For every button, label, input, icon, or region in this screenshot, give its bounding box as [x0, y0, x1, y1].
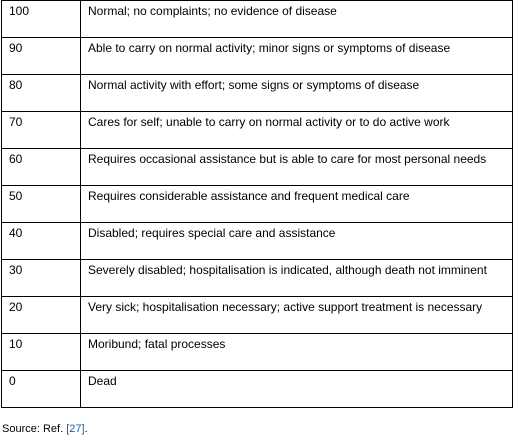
score-cell: [2, 371, 81, 408]
score-value: 0: [9, 374, 16, 388]
description-text: Disabled; requires special care and assistance: [88, 226, 336, 240]
score-cell: [2, 297, 81, 334]
score-value: 20: [9, 300, 23, 314]
description-text: Moribund; fatal processes: [88, 337, 226, 351]
description-cell: [81, 149, 513, 186]
table-row: [2, 223, 513, 260]
score-value: 60: [9, 152, 23, 166]
description-text: Normal activity with effort; some signs or symptoms of disease: [88, 78, 420, 92]
score-table: [1, 0, 513, 408]
description-text: Able to carry on normal activity; minor signs or symptoms of disease: [88, 41, 451, 55]
table-row: [2, 1, 513, 38]
source-prefix: Source: Ref.: [2, 423, 67, 435]
score-value: 30: [9, 263, 23, 277]
table-row: [2, 260, 513, 297]
table-row: [2, 297, 513, 334]
score-value: 70: [9, 115, 23, 129]
table-row: [2, 75, 513, 112]
score-value: 100: [9, 4, 30, 18]
score-cell: [2, 260, 81, 297]
score-cell: [2, 223, 81, 260]
reference-link[interactable]: [27]: [66, 423, 85, 435]
score-cell: [2, 75, 81, 112]
source-suffix: .: [84, 423, 88, 435]
score-cell: [2, 1, 81, 38]
description-text: Very sick; hospitalisation necessary; active support treatment is necessary: [88, 300, 483, 314]
score-cell: [2, 334, 81, 371]
score-value: 50: [9, 189, 23, 203]
description-cell: [81, 75, 513, 112]
description-cell: [81, 371, 513, 408]
description-cell: [81, 297, 513, 334]
table-row: [2, 186, 513, 223]
score-cell: [2, 186, 81, 223]
description-text: Cares for self; unable to carry on normal activity or to do active work: [88, 115, 450, 129]
table-row: [2, 334, 513, 371]
source-note: [2, 423, 88, 436]
table-row: [2, 149, 513, 186]
score-value: 90: [9, 41, 23, 55]
description-text: Normal; no complaints; no evidence of disease: [88, 4, 337, 18]
table-row: [2, 371, 513, 408]
description-text: Dead: [88, 374, 117, 388]
score-cell: [2, 38, 81, 75]
description-cell: [81, 186, 513, 223]
score-cell: [2, 149, 81, 186]
description-text: Severely disabled; hospitalisation is indicated, although death not imminent: [88, 263, 487, 277]
description-cell: [81, 223, 513, 260]
score-value: 40: [9, 226, 23, 240]
score-value: 80: [9, 78, 23, 92]
score-value: 10: [9, 337, 23, 351]
table-row: [2, 112, 513, 149]
description-cell: [81, 260, 513, 297]
description-cell: [81, 112, 513, 149]
description-text: Requires considerable assistance and frequent medical care: [88, 189, 410, 203]
score-table-container: [1, 0, 512, 408]
description-cell: [81, 1, 513, 38]
score-cell: [2, 112, 81, 149]
description-cell: [81, 334, 513, 371]
description-cell: [81, 38, 513, 75]
table-row: [2, 38, 513, 75]
description-text: Requires occasional assistance but is able to care for most personal needs: [88, 152, 487, 166]
